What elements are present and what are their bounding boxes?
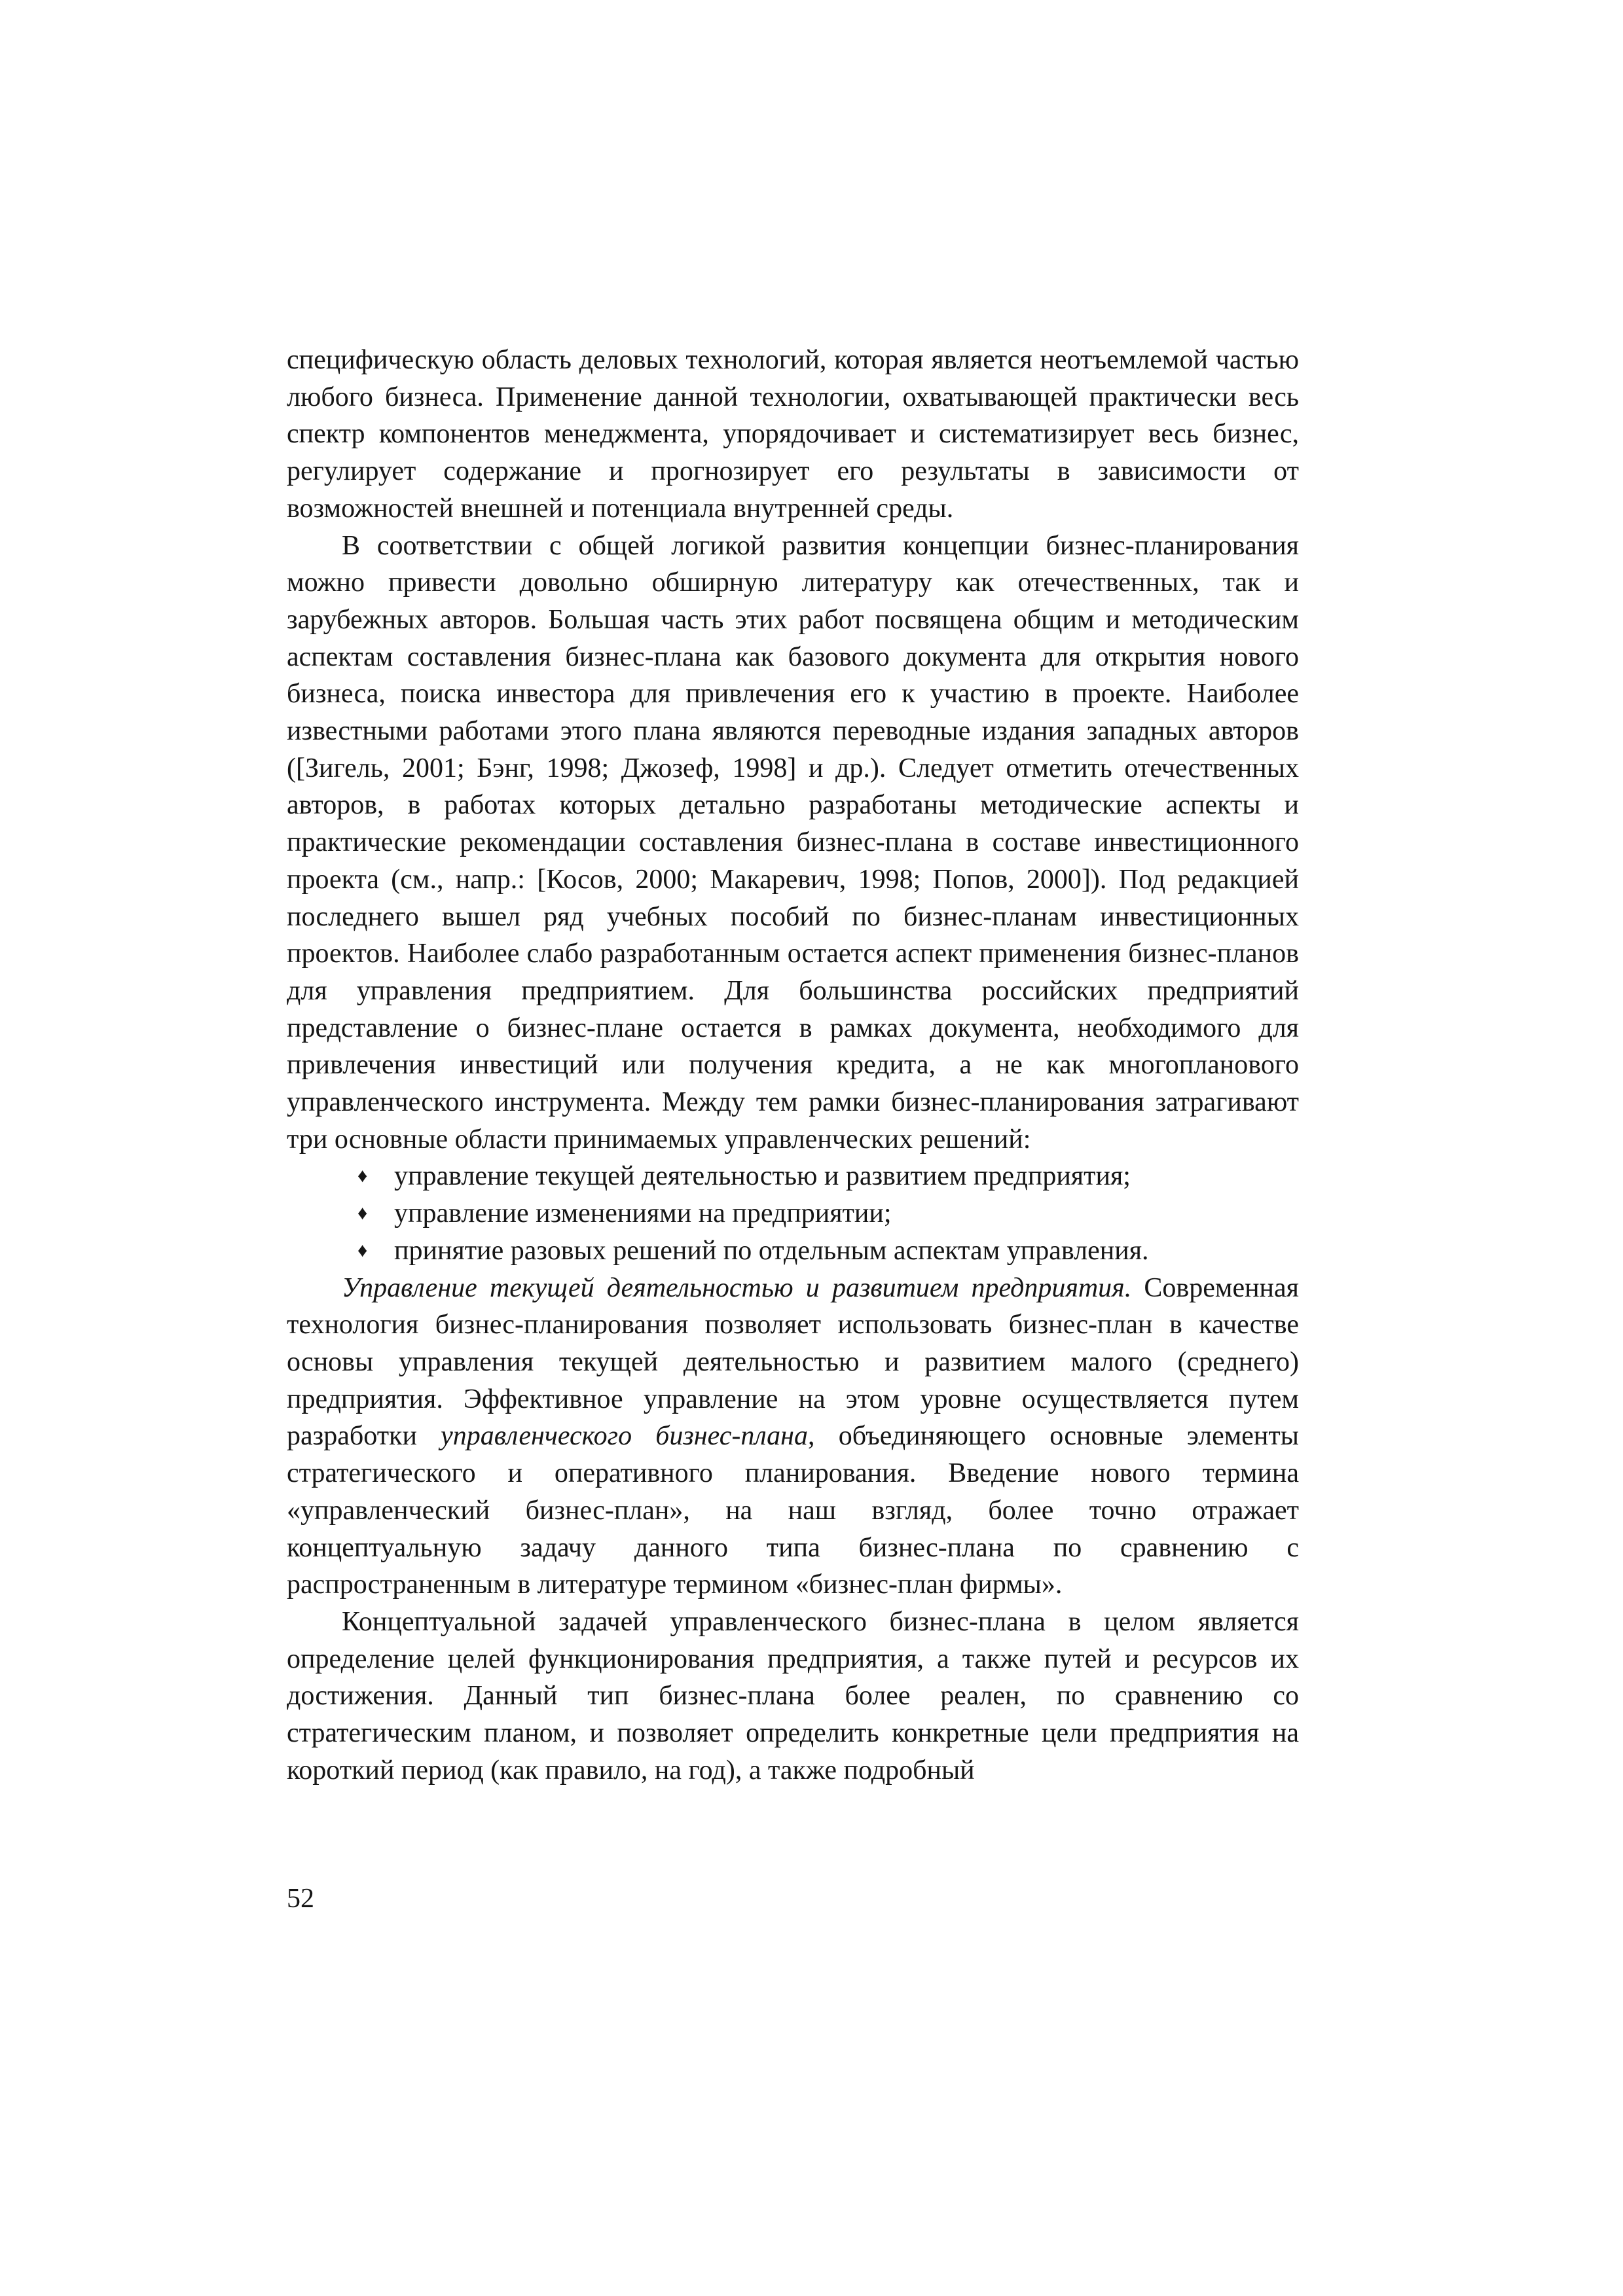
section-lead-italic: Управление текущей деятельностью и развитием предприятия. bbox=[342, 1272, 1132, 1303]
diamond-bullet-icon: ♦ bbox=[357, 1202, 368, 1225]
page-number: 52 bbox=[287, 1884, 314, 1914]
page-body bbox=[287, 342, 1299, 1789]
list-item bbox=[287, 1195, 1299, 1232]
term-italic: управленческого бизнес-плана bbox=[441, 1421, 809, 1452]
diamond-bullet-icon: ♦ bbox=[357, 1165, 368, 1187]
list-item-text: управление изменениями на предприятии; bbox=[394, 1198, 892, 1229]
diamond-bullet-icon: ♦ bbox=[357, 1239, 368, 1261]
list-item-text: управление текущей деятельностью и развитием предприятия; bbox=[394, 1161, 1131, 1192]
list-item bbox=[287, 1232, 1299, 1270]
paragraph-text: Современная технология бизнес-планирования позволяет использовать бизнес-план в качестве основы управления текущей деятельностью и развитием малого (среднего) предприятия. Эффективное управление на этом уровне осуществляется путем разработки bbox=[287, 1272, 1299, 1452]
paragraph-current-management bbox=[287, 1270, 1299, 1604]
paragraph-text: , объединяющего основные элементы стратегического и оперативного планирования. Введение нового термина «управленческий бизнес-план», на наш взгляд, более точно отражает концептуальную задачу данного типа бизнес-плана по сравнению с распространенным в литературе термином «бизнес-план фирмы». bbox=[287, 1421, 1299, 1600]
paragraph-literature-review: В соответствии с общей логикой развития концепции бизнес-планирования можно привести довольно обширную литературу как отечественных, так и зарубежных авторов. Большая часть этих работ посвящена общим и методическим аспектам составления бизнес-плана как базового документа для открытия нового бизнеса, поиска инвестора для привлечения его к участию в проекте. Наиболее известными работами этого плана являются переводные издания западных авторов ([Зигель, 2001; Бэнг, 1998; Джозеф, 1998] и др.). Следует отметить отечественных авторов, в работах которых детально разработаны методические аспекты и практические рекомендации составления бизнес-плана в составе инвестиционного проекта (см., напр.: [Косов, 2000; Макаревич, 1998; Попов, 2000]). Под редакцией последнего вышел ряд учебных пособий по бизнес-планам инвестиционных проектов. Наиболее слабо разработанным остается аспект применения бизнес-планов для управления предприятием. Для большинства российских предприятий представление о бизнес-плане остается в рамках документа, необходимого для привлечения инвестиций или получения кредита, а не как многопланового управленческого инструмента. Между тем рамки бизнес-планирования затрагивают три основные области принимаемых управленческих решений: bbox=[287, 530, 1299, 1155]
list-item bbox=[287, 1158, 1299, 1195]
decision-areas-list bbox=[287, 1158, 1299, 1269]
list-item-text: принятие разовых решений по отдельным аспектам управления. bbox=[394, 1235, 1149, 1266]
paragraph-conceptual-task: Концептуальной задачей управленческого бизнес-плана в целом является определение целей функционирования предприятия, а также путей и ресурсов их достижения. Данный тип бизнес-плана более реален, по сравнению со стратегическим планом, и позволяет определить конкретные цели предприятия на короткий период (как правило, на год), а также подробный bbox=[287, 1606, 1299, 1785]
paragraph-continuation: специфическую область деловых технологий, которая является неотъемлемой частью любого бизнеса. Применение данной технологии, охватывающей практически весь спектр компонентов менеджмента, упорядочивает и систематизирует весь бизнес, регулирует содержание и прогнозирует его результаты в зависимости от возможностей внешней и потенциала внутренней среды. bbox=[287, 345, 1299, 524]
